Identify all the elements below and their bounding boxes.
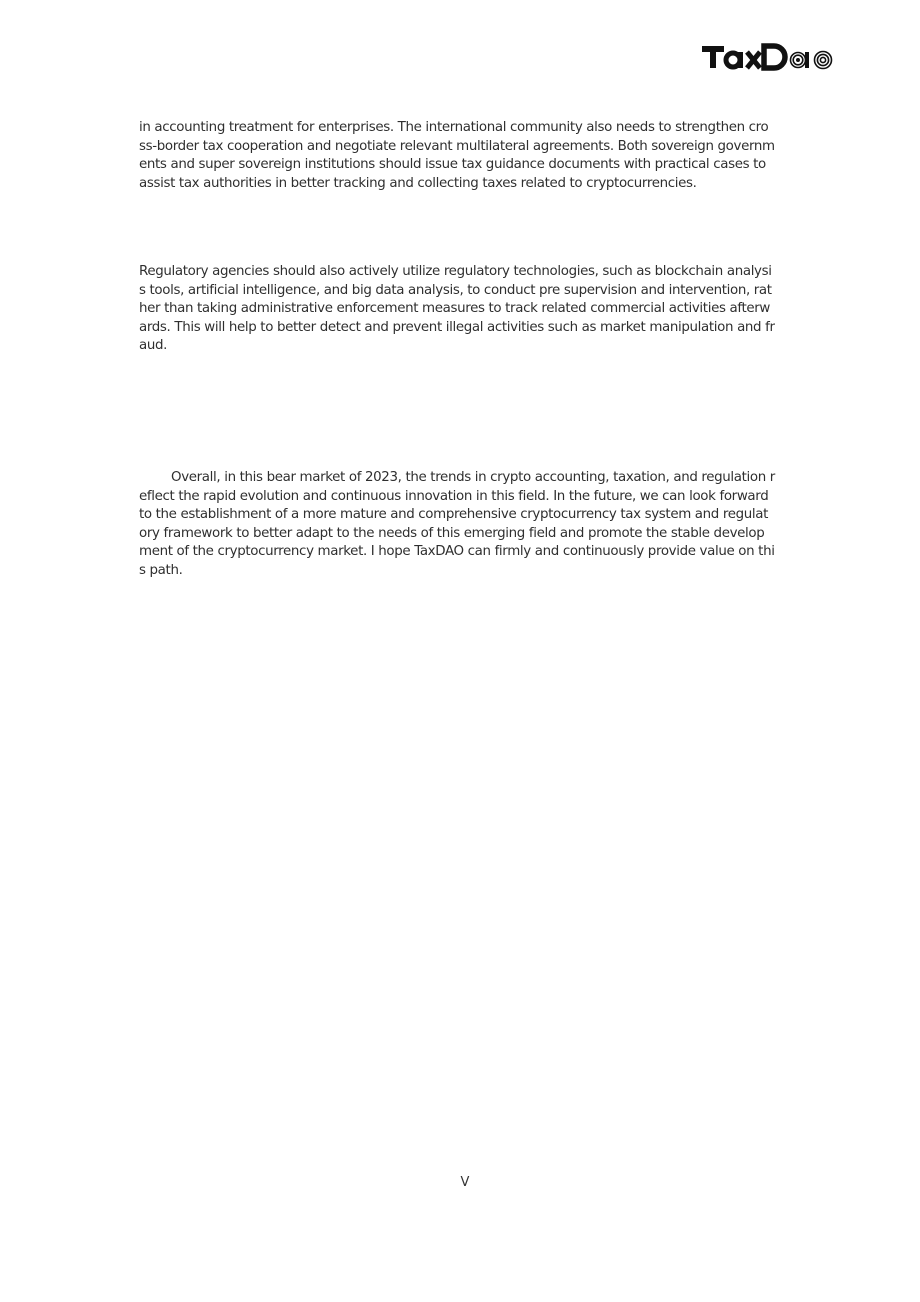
body-paragraph-3: Overall, in this bear market of 2023, the trends in crypto accounting, taxation, and regulation reflect the rapid evolution and continuous innovation in this field. In the future, we can look forward to the establishment of a more mature and comprehensive cryptocurrency tax system and regulatory framework to better adapt to the needs of this emerging field and promote the stable development of the cryptocurrency market. I hope TaxDAO can firmly and continuously provide value on this path.: [139, 470, 775, 578]
taxdao-logo-icon: [700, 40, 836, 74]
body-paragraph-1: in accounting treatment for enterprises. The international community also needs to strengthen cross-border tax cooperation and negotiate relevant multilateral agreements. Both sovereign governments and super sovereign institutions should issue tax guidance documents with practical cases to assist tax authorities in better tracking and collecting taxes related to cryptocurrencies.: [139, 120, 775, 191]
taxdao-logo: [700, 40, 836, 74]
body-paragraph-2: Regulatory agencies should also actively utilize regulatory technologies, such as blockchain analysis tools, artificial intelligence, and big data analysis, to conduct pre supervision and intervention, rather than taking administrative enforcement measures to track related commercial activities afterwards. This will help to better detect and prevent illegal activities such as market manipulation and fraud.: [139, 264, 775, 354]
page-number: V: [460, 1175, 470, 1190]
